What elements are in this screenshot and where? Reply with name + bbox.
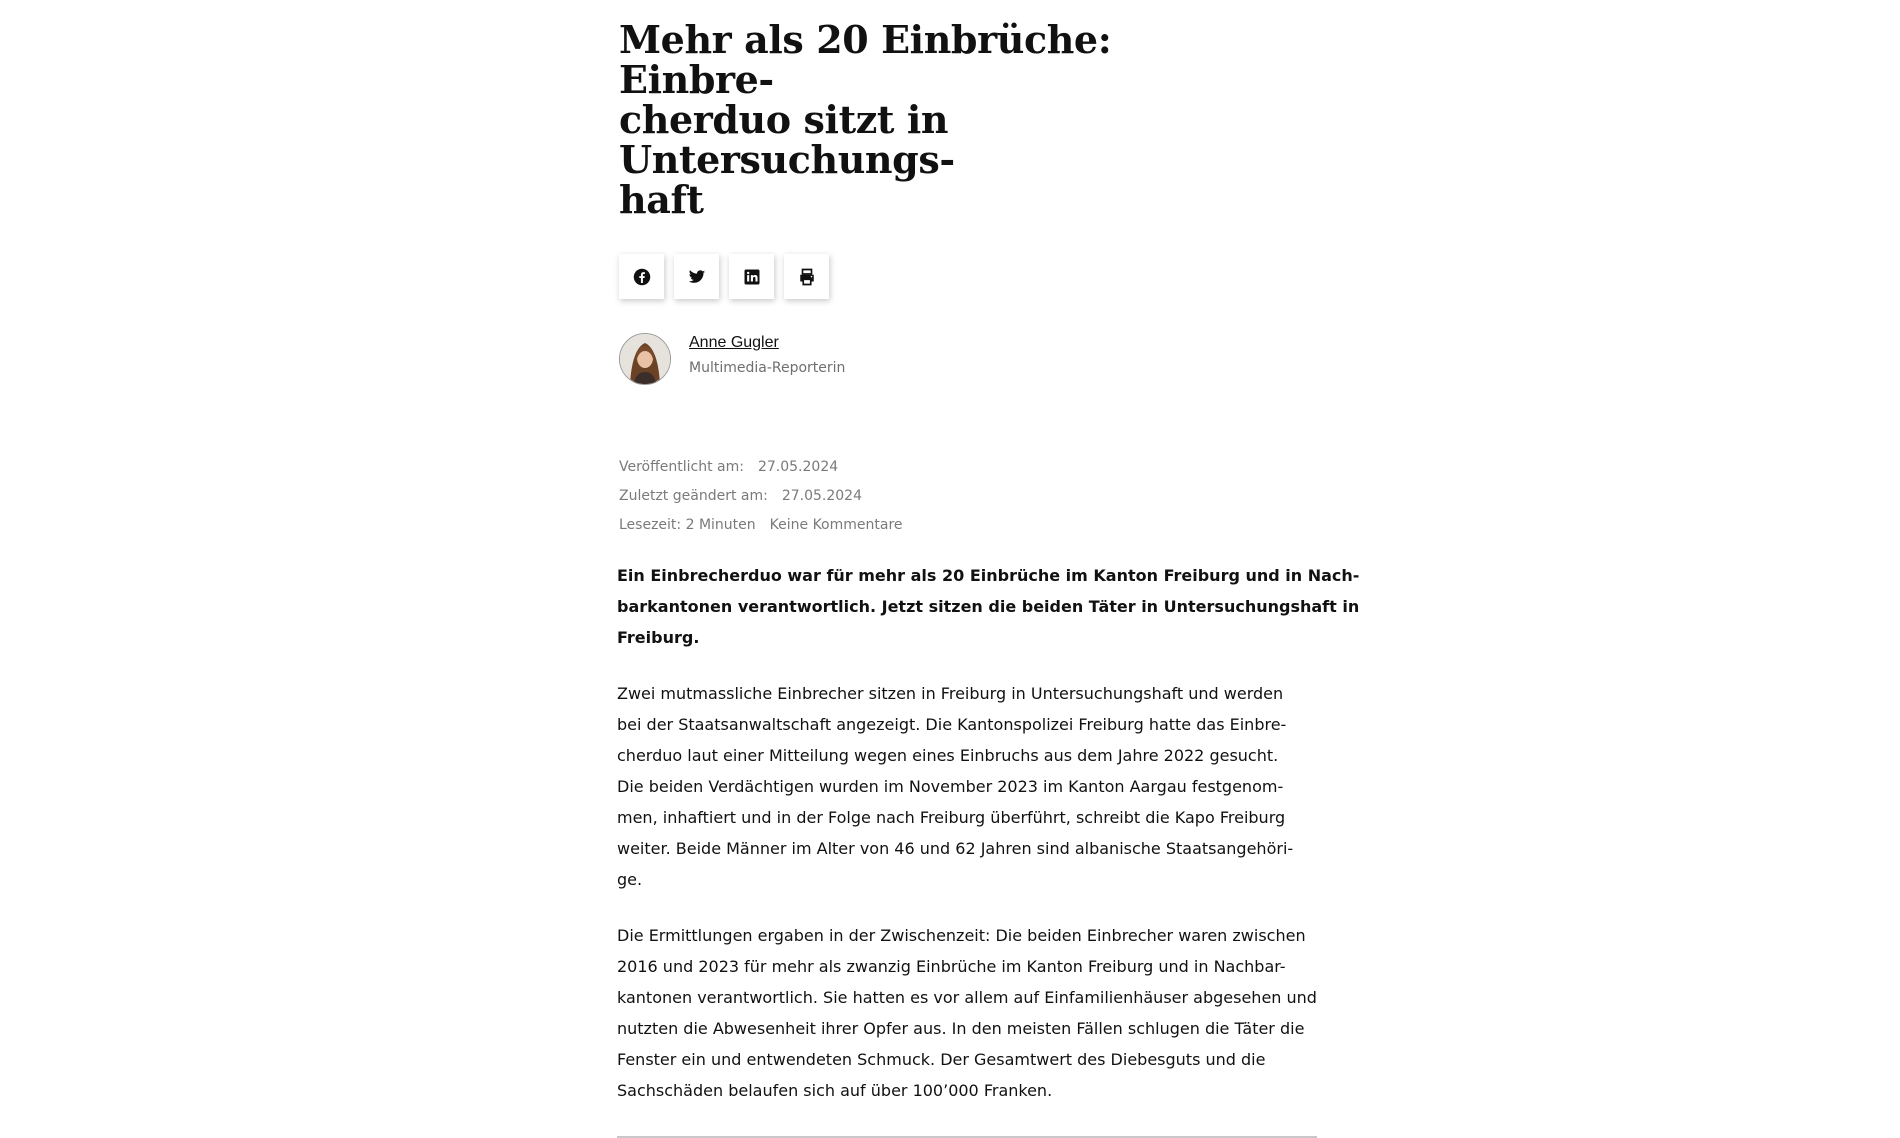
- paragraph-line: Zwei mutmassliche Einbrecher sitzen in Freiburg in Untersuchungshaft und werden: [617, 684, 1284, 703]
- comments-link[interactable]: Keine Kommentare: [769, 517, 903, 533]
- share-facebook-button[interactable]: [619, 254, 664, 299]
- share-buttons: [619, 254, 1318, 299]
- updated-date: 27.05.2024: [781, 488, 862, 504]
- paragraph-line: bei der Staatsanwaltschaft angezeigt. Die Kantonspolizei Freiburg hatte das Einbre-: [617, 715, 1287, 734]
- reading-time: Lesezeit: 2 Minuten: [619, 517, 756, 533]
- paragraph-line: 2016 und 2023 für mehr als zwanzig Einbrüche im Kanton Freiburg und in Nachbar-: [617, 957, 1286, 976]
- headline-line: Mehr als 20 Einbrüche: Einbre-: [619, 17, 1112, 102]
- author-avatar[interactable]: [619, 333, 671, 385]
- paragraph-line: cherduo laut einer Mitteilung wegen eines Einbruchs aus dem Jahre 2022 gesucht.: [617, 746, 1279, 765]
- paragraph-line: ge.: [617, 870, 643, 889]
- linkedin-icon: [743, 268, 761, 286]
- author-portrait: [620, 334, 670, 384]
- updated-row: [619, 482, 1318, 511]
- paragraph-line: Die beiden Verdächtigen wurden im November 2023 im Kanton Aargau festgenom-: [617, 777, 1284, 796]
- article-paragraph-2: [617, 920, 1318, 1106]
- print-button[interactable]: [784, 254, 829, 299]
- paragraph-line: men, inhaftiert und in der Folge nach Freiburg überführt, schreibt die Kapo Freiburg: [617, 808, 1286, 827]
- article-lead: [617, 560, 1360, 653]
- published-row: [619, 453, 1318, 482]
- article-meta: [619, 453, 1318, 540]
- paragraph-line: Sachschäden belaufen sich auf über 100’000 Franken.: [617, 1081, 1053, 1100]
- article-headline: [619, 17, 1259, 222]
- paragraph-line: kantonen verantwortlich. Sie hatten es vor allem auf Einfamilienhäuser abgesehen und: [617, 988, 1317, 1007]
- paragraph-line: Die Ermittlungen ergaben in der Zwischenzeit: Die beiden Einbrecher waren zwischen: [617, 926, 1306, 945]
- article: [614, 0, 1360, 1138]
- updated-label: Zuletzt geändert am:: [619, 488, 768, 504]
- lead-line: Freiburg.: [617, 628, 700, 647]
- facebook-icon: [633, 268, 651, 286]
- lead-line: Ein Einbrecherduo war für mehr als 20 Einbrüche im Kanton Freiburg und in Nach-: [617, 566, 1360, 585]
- paragraph-line: Fenster ein und entwendeten Schmuck. Der Gesamtwert des Diebesguts und die: [617, 1050, 1266, 1069]
- article-paragraph-1: [617, 678, 1318, 895]
- published-label: Veröffentlicht am:: [619, 459, 744, 475]
- lead-line: barkantonen verantwortlich. Jetzt sitzen die beiden Täter in Untersuchungshaft in: [617, 597, 1360, 616]
- published-date: 27.05.2024: [757, 459, 839, 475]
- author-info: [689, 333, 845, 377]
- paragraph-line: weiter. Beide Männer im Alter von 46 und 62 Jahren sind albanische Staatsangehöri-: [617, 839, 1294, 858]
- share-twitter-button[interactable]: [674, 254, 719, 299]
- headline-line: cherduo sitzt in Untersuchungs-: [619, 97, 955, 182]
- author-name-link[interactable]: Anne Gugler: [689, 334, 779, 351]
- share-linkedin-button[interactable]: [729, 254, 774, 299]
- paragraph-line: nutzten die Abwesenheit ihrer Opfer aus. In den meisten Fällen schlugen die Täter die: [617, 1019, 1305, 1038]
- twitter-icon: [688, 268, 706, 286]
- print-icon: [798, 268, 816, 286]
- headline-line: haft: [619, 177, 704, 222]
- reading-row: [619, 511, 1318, 540]
- author-role: Multimedia-Reporterin: [689, 360, 846, 376]
- author-box: [619, 333, 1318, 385]
